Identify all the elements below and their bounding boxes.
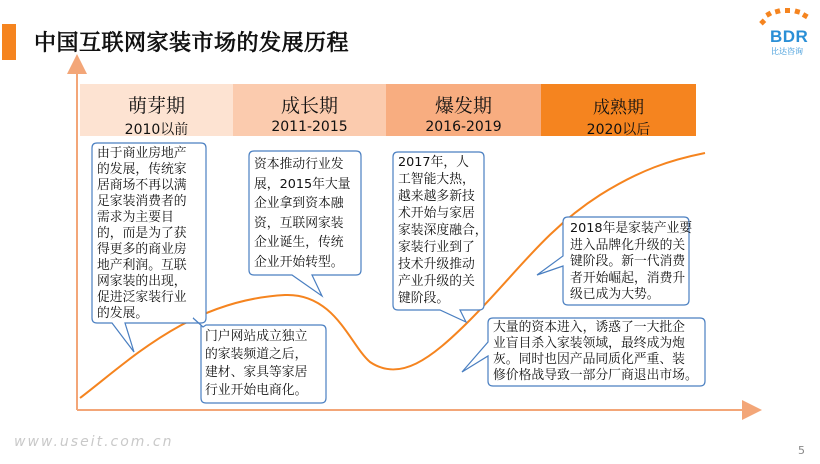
phase-sprout <box>80 84 233 136</box>
phase-boom-name: 爆发期 <box>434 95 492 117</box>
page-title: 中国互联网家装市场的发展历程 <box>34 31 350 56</box>
logo-text: BDR <box>770 27 809 46</box>
callout-portal-text: 门户网站成立独立 的家装频道之后， 建材、家具等家居 行业开始电商化。 <box>205 329 308 398</box>
phase-growth-years: 2011-2015 <box>271 119 348 135</box>
phase-growth-name: 成长期 <box>280 95 338 117</box>
logo-subtitle: 比达咨询 <box>771 47 803 56</box>
callout-capital-text: 大量的资本进入，诱惑了一大批企 业盲目杀入家装领域，最终成为炮 灰。同时也因产品同质化严重、装 修价格战导致一部分厂商退出市场。 <box>493 320 698 383</box>
phase-mature-years: 2020以后 <box>586 122 651 138</box>
phase-growth <box>233 84 386 136</box>
watermark: www.useit.com.cn <box>14 434 174 450</box>
phase-mature-name: 成熟期 <box>593 98 644 118</box>
page-number: 5 <box>798 444 805 457</box>
callout-sprout-text: 由于商业房地产 的发展，传统家 居商场不再以满 足家装消费者的 需求为主要目 的，而是为了获 得更多的商业房 地产利润。互联 网家装的出现， 促进泛家装行业 的发展。 <box>97 146 187 321</box>
phase-sprout-name: 萌芽期 <box>127 95 185 117</box>
callout-mature-text: 2018年是家装产业要 进入品牌化升级的关 键阶段。新一代消费 者开始崛起，消费升 级已成为大势。 <box>570 221 693 302</box>
phase-sprout-years: 2010以前 <box>124 122 189 138</box>
callout-growth-text: 资本推动行业发 展，2015年大量 企业拿到资本融 资，互联网家装 企业诞生，传统 企业开始转型。 <box>254 157 351 270</box>
callout-boom-text: 2017年，人 工智能大热， 越来越多新技 术开始与家居 家装深度融合， 家装行业到了 技术升级推动 产业升级的关 键阶段。 <box>398 155 488 306</box>
phase-boom-years: 2016-2019 <box>425 119 502 135</box>
phase-boom <box>386 84 541 136</box>
phase-mature <box>541 84 696 136</box>
